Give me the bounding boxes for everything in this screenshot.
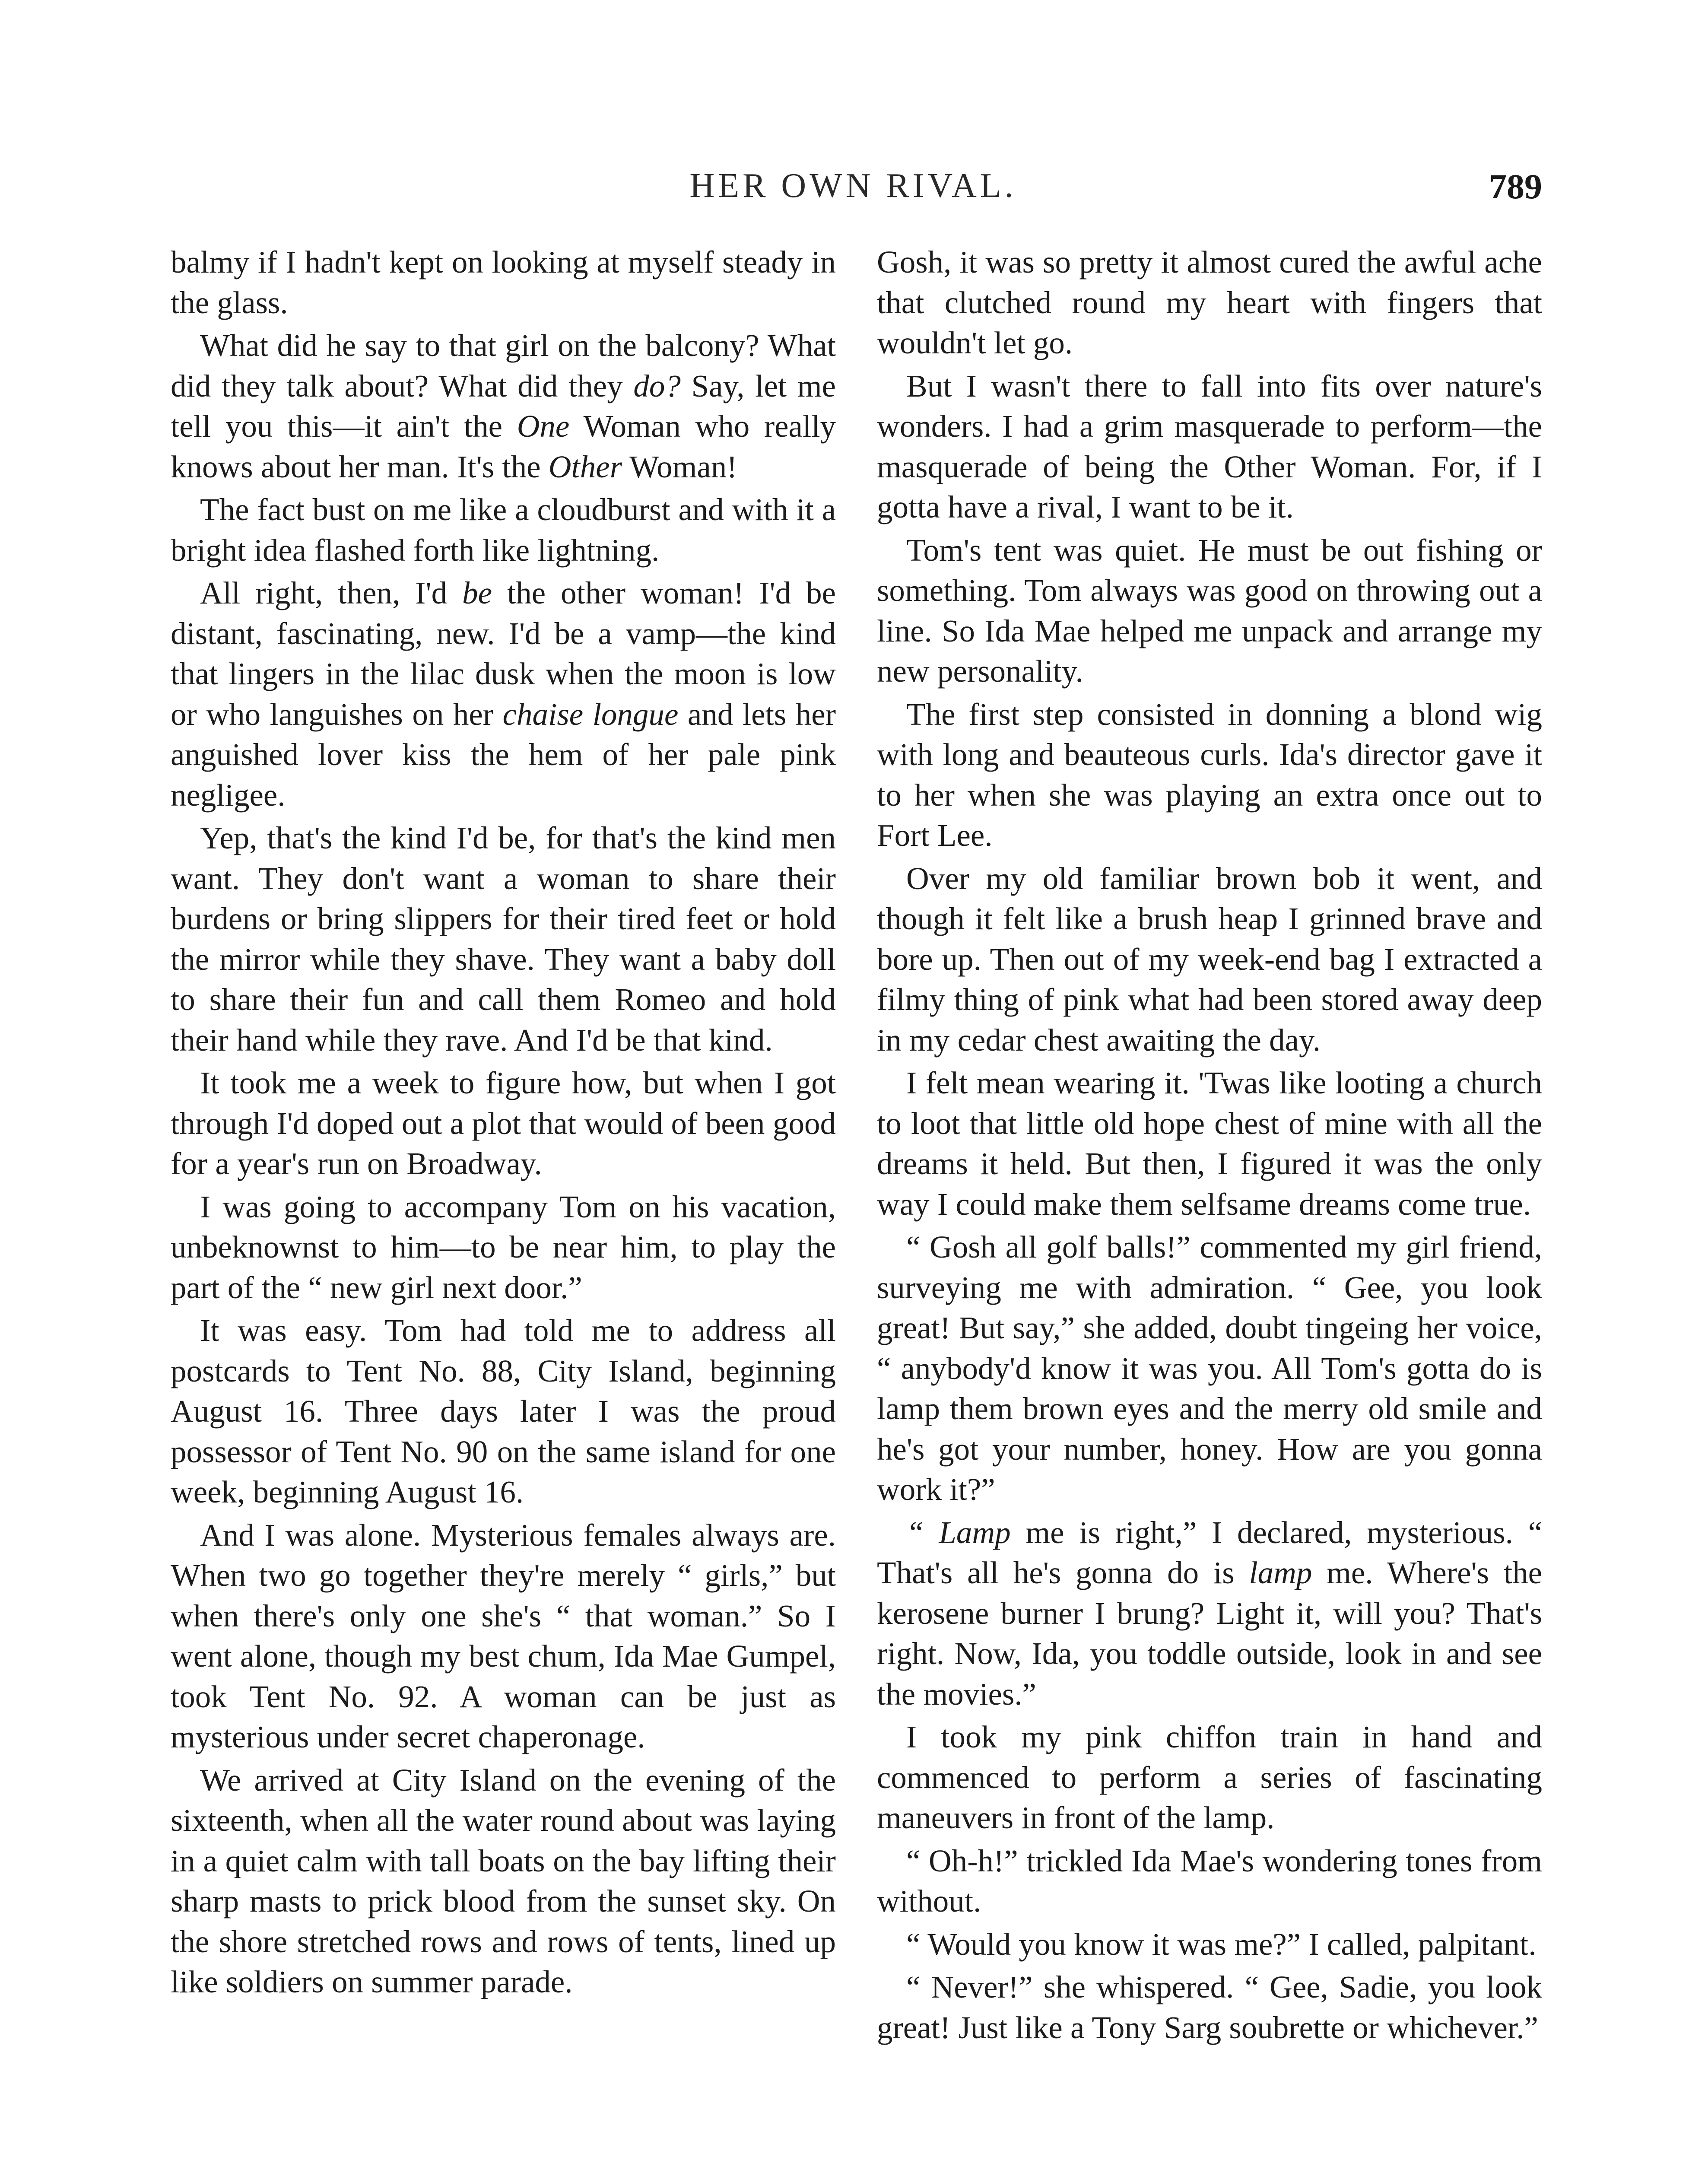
paragraph: All right, then, I'd be the other woman! I'd be distant, fascinating, new. I'd be a vamp—the kind that lingers in the lilac dusk when the moon is low or who languishes on her chaise longue and lets her anguished lover kiss the hem of her pale pink negligee.	[171, 575, 836, 813]
paragraph: “ Never!” she whispered. “ Gee, Sadie, you look great! Just like a Tony Sarg soubrette or whichever.”	[877, 1969, 1542, 2045]
paragraph: But I wasn't there to fall into fits over nature's wonders. I had a grim masquerade to perform—the masquerade of being the Other Woman. For, if I gotta have a rival, I want to be it.	[877, 368, 1542, 524]
paragraph: Tom's tent was quiet. He must be out fishing or something. Tom always was good on throwing out a line. So Ida Mae helped me unpack and arrange my new personality.	[877, 532, 1542, 689]
paragraph: balmy if I hadn't kept on looking at myself steady in the glass.	[171, 245, 836, 320]
running-title: HER OWN RIVAL.	[689, 167, 1017, 205]
paragraph: Over my old familiar brown bob it went, and though it felt like a brush heap I grinned brave and bore up. Then out of my week-end bag I extracted a filmy thing of pink what had been stored away deep in my cedar chest awaiting the day.	[877, 861, 1542, 1058]
paragraph: The fact bust on me like a cloudburst and with it a bright idea flashed forth like lightning.	[171, 492, 836, 568]
paragraph: Yep, that's the kind I'd be, for that's the kind men want. They don't want a woman to share their burdens or bring slippers for their tired feet or hold the mirror while they shave. They want a baby doll to share their fun and call them Romeo and hold their hand while they rave. And I'd be that kind.	[171, 820, 836, 1058]
paragraph: It was easy. Tom had told me to address all postcards to Tent No. 88, City Island, beginning August 16. Three days later I was the proud possessor of Tent No. 90 on the same island for one week, beginning August 16.	[171, 1313, 836, 1509]
right-column	[877, 242, 1542, 2160]
paragraph: Gosh, it was so pretty it almost cured the awful ache that clutched round my heart with fingers that wouldn't let go.	[877, 245, 1542, 360]
paragraph: “ Gosh all golf balls!” commented my girl friend, surveying me with admiration. “ Gee, you look great! But say,” she added, doubt tingeing her voice, “ anybody'd know it was you. All Tom's gotta do is lamp them brown eyes and the merry old smile and he's got your number, honey. How are you gonna work it?”	[877, 1229, 1542, 1507]
paragraph: “ Would you know it was me?” I called, palpitant.	[906, 1926, 1537, 1962]
paragraph: “ Lamp me is right,” I declared, mysterious. “ That's all he's gonna do is lamp me. Where's the kerosene burner I brung? Light it, will you? That's right. Now, Ida, you toddle outside, look in and see the movies.”	[877, 1515, 1542, 1712]
running-header	[164, 166, 1542, 222]
paragraph: It took me a week to figure how, but when I got through I'd doped out a plot that would of been good for a year's run on Broadway.	[171, 1065, 836, 1181]
paragraph: What did he say to that girl on the balcony? What did they talk about? What did they do? Say, let me tell you this—it ain't the One Woman who really knows about her man. It's the Other Woman!	[171, 328, 836, 484]
paragraph: “ Oh-h!” trickled Ida Mae's wondering tones from without.	[877, 1843, 1542, 1919]
left-column	[171, 242, 836, 2160]
paragraph: We arrived at City Island on the evening of the sixteenth, when all the water round about was laying in a quiet calm with tall boats on the bay lifting their sharp masts to prick blood from the sunset sky. On the shore stretched rows and rows of tents, lined up like soldiers on summer parade.	[171, 1762, 836, 1999]
paragraph: I felt mean wearing it. 'Twas like looting a church to loot that little old hope chest of mine with all the dreams it held. But then, I figured it was the only way I could make them selfsame dreams come true.	[877, 1065, 1542, 1222]
paragraph: I was going to accompany Tom on his vacation, unbeknownst to him—to be near him, to play the part of the “ new girl next door.”	[171, 1189, 836, 1305]
paragraph: The first step consisted in donning a blond wig with long and beauteous curls. Ida's director gave it to her when she was playing an extra once out to Fort Lee.	[877, 696, 1542, 853]
paragraph: I took my pink chiffon train in hand and commenced to perform a series of fascinating maneuvers in front of the lamp.	[877, 1719, 1542, 1835]
page-number: 789	[1489, 167, 1542, 206]
paragraph: And I was alone. Mysterious females always are. When two go together they're merely “ girls,” but when there's only one she's “ that woman.” So I went alone, though my best chum, Ida Mae Gumpel, took Tent No. 92. A woman can be just as mysterious under secret chaperonage.	[171, 1517, 836, 1754]
